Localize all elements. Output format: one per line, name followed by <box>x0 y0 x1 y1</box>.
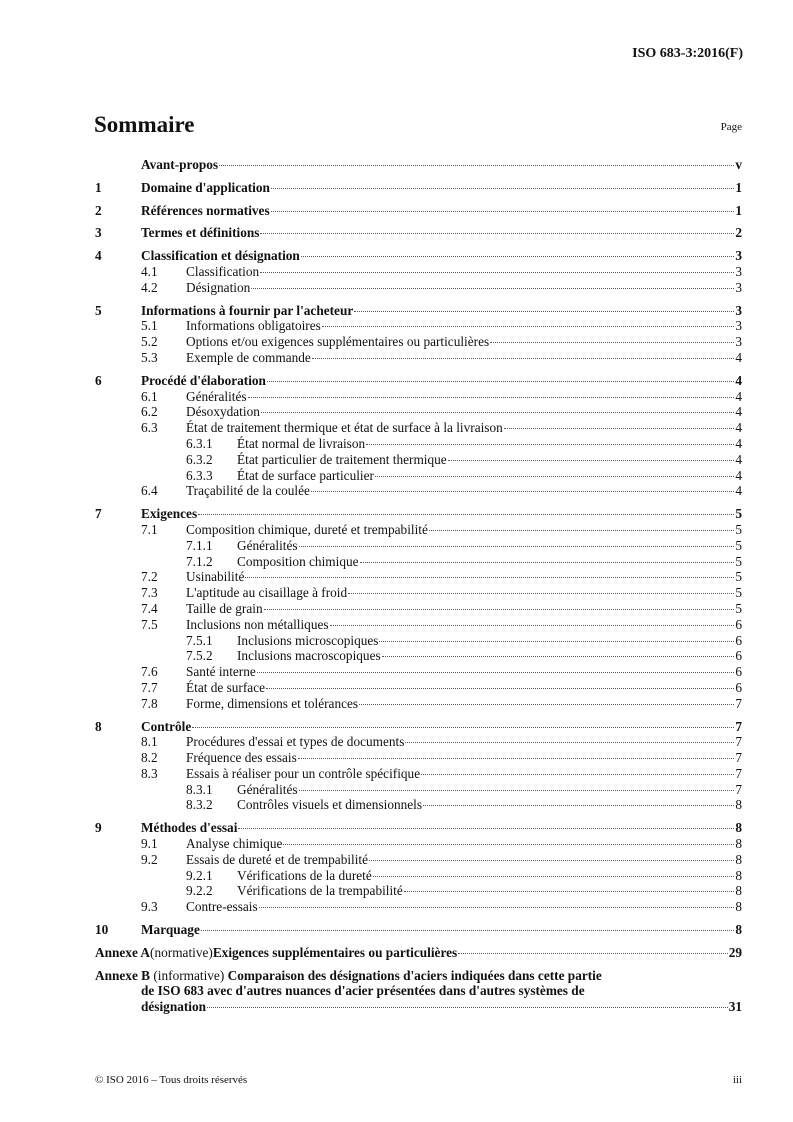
toc-entry-number: 6.2 <box>141 404 158 420</box>
toc-entry[interactable] <box>95 734 742 750</box>
toc-entry[interactable] <box>95 633 742 649</box>
annex-kind: (informative) <box>153 967 225 983</box>
toc-entry-number: 7.7 <box>141 679 158 695</box>
toc-entry-page: 5 <box>735 506 742 522</box>
dot-leader <box>375 476 734 477</box>
toc-entry-title: Essais de dureté et de trempabilité <box>186 851 369 867</box>
dot-leader <box>260 272 734 273</box>
annex-label: Annexe B <box>95 967 151 983</box>
toc-entry-title: Fréquence des essais <box>186 750 297 766</box>
dot-leader <box>504 428 735 429</box>
dot-leader <box>448 460 735 461</box>
toc-entry-page: 8 <box>735 899 742 915</box>
toc-entry-page: 1 <box>735 179 742 195</box>
dot-leader <box>271 211 735 212</box>
toc-entry-number: 9.2.1 <box>186 867 213 883</box>
dot-leader <box>312 358 735 359</box>
toc-entry[interactable] <box>95 899 742 915</box>
toc-entry-number: 9.1 <box>141 836 158 852</box>
toc-entry-number: 7 <box>95 506 102 522</box>
toc-entry-number: 8 <box>95 718 102 734</box>
toc-entry-page: 4 <box>735 404 742 420</box>
annex-line <box>95 968 742 984</box>
toc-entry-title: Vérifications de la dureté <box>237 867 372 883</box>
toc-entry-page: 4 <box>735 451 742 467</box>
toc-entry[interactable] <box>95 334 742 350</box>
toc-entry-number: 5.2 <box>141 334 158 350</box>
toc-entry-number: 8.3 <box>141 765 158 781</box>
toc-entry-number: 7.6 <box>141 664 158 680</box>
dot-leader <box>251 288 734 289</box>
toc-entry-number: 6.4 <box>141 483 158 499</box>
toc-entry-title: État de traitement thermique et état de surface à la livraison <box>186 420 503 436</box>
toc-entry-number: 6.3.3 <box>186 467 213 483</box>
toc-entry[interactable] <box>95 373 742 389</box>
toc-entry-title: Généralités <box>237 537 298 553</box>
toc-entry-number: 6.1 <box>141 388 158 404</box>
dot-leader <box>201 930 734 931</box>
dot-leader <box>192 727 734 728</box>
footer-copyright: © ISO 2016 – Tous droits réservés <box>95 1074 248 1086</box>
toc-entry-number: 9 <box>95 820 102 836</box>
dot-leader <box>348 593 734 594</box>
toc-entry-number: 7.8 <box>141 695 158 711</box>
toc-entry[interactable] <box>95 585 742 601</box>
annex-page: 29 <box>728 944 742 960</box>
dot-leader <box>299 546 735 547</box>
toc-entry-page: 7 <box>735 781 742 797</box>
toc-entry[interactable] <box>95 820 742 836</box>
dot-leader <box>330 625 735 626</box>
toc-entry-title: Usinabilité <box>186 569 245 585</box>
toc-entry-page: 8 <box>735 883 742 899</box>
toc-entry-page: 3 <box>735 302 742 318</box>
toc-entry-page: 5 <box>735 537 742 553</box>
toc-entry-page: 7 <box>735 718 742 734</box>
dot-leader <box>248 397 735 398</box>
toc-entry[interactable] <box>95 719 742 735</box>
toc-entry[interactable] <box>95 180 742 196</box>
toc-entry-number: 4.2 <box>141 279 158 295</box>
dot-leader <box>219 165 734 166</box>
dot-leader <box>423 805 734 806</box>
toc-entry-number: 5 <box>95 302 102 318</box>
toc-entry-title: Procédures d'essai et types de documents <box>186 734 405 750</box>
toc-entry-page: 5 <box>735 521 742 537</box>
toc-entry-title: Généralités <box>237 781 298 797</box>
toc-entry-page: 4 <box>735 483 742 499</box>
toc-entry[interactable] <box>95 648 742 664</box>
dot-leader <box>404 891 735 892</box>
toc-entry[interactable] <box>95 569 742 585</box>
toc-entry-number: 7.5 <box>141 616 158 632</box>
dot-leader <box>299 790 735 791</box>
toc-entry[interactable] <box>95 750 742 766</box>
toc-entry[interactable] <box>95 468 742 484</box>
toc-entry-title: Analyse chimique <box>186 836 283 852</box>
dot-leader <box>257 672 735 673</box>
toc-entry-number: 1 <box>95 179 102 195</box>
toc-entry-page: 4 <box>735 388 742 404</box>
annex-title-line: Comparaison des désignations d'aciers indiquées dans cette partie <box>227 967 602 983</box>
toc-entry-title: Traçabilité de la coulée <box>186 483 310 499</box>
toc-entry[interactable] <box>95 680 742 696</box>
toc-entry-page: 6 <box>735 648 742 664</box>
toc-entry-number: 7.2 <box>141 569 158 585</box>
toc-entry-title: Inclusions macroscopiques <box>237 648 381 664</box>
toc-entry-number: 4 <box>95 248 102 264</box>
toc-entry-page: 4 <box>735 467 742 483</box>
toc-annex-entry[interactable] <box>95 945 742 961</box>
dot-leader <box>266 688 734 689</box>
toc-entry-number: 9.3 <box>141 899 158 915</box>
toc-entry-title: Avant-propos <box>141 157 219 172</box>
dot-leader <box>360 562 735 563</box>
dot-leader <box>359 704 734 705</box>
annex-kind: (normative) <box>150 944 213 960</box>
toc-entry-page: 3 <box>735 318 742 334</box>
toc-entry[interactable] <box>95 483 742 499</box>
toc-entry-title: Termes et définitions <box>141 225 260 241</box>
dot-leader <box>369 860 734 861</box>
annex-page: 31 <box>728 999 742 1015</box>
toc-entry-number: 8.3.2 <box>186 797 213 813</box>
toc-entry-page: 6 <box>735 679 742 695</box>
toc-entry-number: 4.1 <box>141 263 158 279</box>
toc-entry-page: 6 <box>735 616 742 632</box>
dot-leader <box>238 828 734 829</box>
toc-entry-page: v <box>735 157 742 172</box>
toc-annex-entry[interactable] <box>95 968 742 1015</box>
dot-leader <box>421 774 734 775</box>
toc-entry-page: 3 <box>735 334 742 350</box>
toc-entry-page: 4 <box>735 435 742 451</box>
toc-entry[interactable] <box>95 248 742 264</box>
toc-entry-page: 8 <box>735 836 742 852</box>
toc-entry[interactable] <box>95 766 742 782</box>
dot-leader <box>283 844 734 845</box>
toc-entry-title: Exigences <box>141 506 198 522</box>
toc-entry-page: 3 <box>735 263 742 279</box>
dot-leader <box>298 758 735 759</box>
toc-entry[interactable] <box>95 797 742 813</box>
toc-entry-page: 7 <box>735 750 742 766</box>
dot-leader <box>267 381 734 382</box>
dot-leader <box>490 342 734 343</box>
toc-entry-number: 7.1.2 <box>186 553 213 569</box>
toc-entry[interactable] <box>95 203 742 219</box>
toc-entry-page: 5 <box>735 569 742 585</box>
dot-leader <box>379 641 734 642</box>
toc-entry-title: Désoxydation <box>186 404 260 420</box>
toc-entry-number: 8.1 <box>141 734 158 750</box>
toc-entry-number: 8.3.1 <box>186 781 213 797</box>
toc-entry-title: Inclusions non métalliques <box>186 616 329 632</box>
toc-entry-page: 3 <box>735 279 742 295</box>
toc-entry[interactable] <box>95 452 742 468</box>
toc-entry-title: Informations à fournir par l'acheteur <box>141 302 354 318</box>
toc-entry-title: Composition chimique <box>237 553 359 569</box>
toc-entry-number: 7.1 <box>141 521 158 537</box>
toc-entry-number: 6.3.1 <box>186 435 213 451</box>
toc-entry[interactable] <box>95 836 742 852</box>
toc-entry[interactable] <box>95 883 742 899</box>
toc-entry[interactable] <box>95 664 742 680</box>
toc-entry-page: 4 <box>735 349 742 365</box>
dot-leader <box>373 876 735 877</box>
toc-entry[interactable] <box>95 522 742 538</box>
toc-entry-title: Contre-essais <box>186 899 258 915</box>
dot-leader <box>207 1007 728 1008</box>
toc-entry[interactable] <box>95 506 742 522</box>
toc-entry-title: Domaine d'application <box>141 179 270 195</box>
dot-leader <box>260 233 734 234</box>
toc-entry[interactable] <box>95 852 742 868</box>
toc-entry-title: Santé interne <box>186 664 256 680</box>
toc-entry-title: Méthodes d'essai <box>141 820 238 836</box>
dot-leader <box>311 491 734 492</box>
toc-entry-title: Procédé d'élaboration <box>141 372 266 388</box>
toc-entry[interactable] <box>95 280 742 296</box>
toc-entry-title: État normal de livraison <box>237 435 366 451</box>
toc-entry-page: 5 <box>735 553 742 569</box>
toc-entry-number: 7.3 <box>141 585 158 601</box>
toc-entry[interactable] <box>95 538 742 554</box>
toc-entry-title: Forme, dimensions et tolérances <box>186 695 359 711</box>
toc-entry[interactable] <box>95 922 742 938</box>
toc-entry-page: 8 <box>735 820 742 836</box>
toc-entry[interactable] <box>95 420 742 436</box>
toc-entry-number: 3 <box>95 225 102 241</box>
toc-entry[interactable] <box>95 225 742 241</box>
toc-entry-title: Options et/ou exigences supplémentaires ou particulières <box>186 334 490 350</box>
dot-leader <box>261 412 734 413</box>
toc-entry[interactable] <box>95 157 742 173</box>
dot-leader <box>198 514 734 515</box>
dot-leader <box>429 530 734 531</box>
dot-leader <box>264 609 735 610</box>
annex-title-line: de ISO 683 avec d'autres nuances d'acier présentées dans d'autres systèmes de <box>141 983 585 999</box>
dot-leader <box>366 444 734 445</box>
toc-entry-title: Généralités <box>186 388 247 404</box>
toc-entry[interactable] <box>95 617 742 633</box>
toc-entry-title: Exemple de commande <box>186 349 311 365</box>
annex-line <box>95 983 742 999</box>
toc-entry-page: 4 <box>735 372 742 388</box>
annex-title-line: Exigences supplémentaires ou particulières <box>212 944 458 960</box>
toc-entry-page: 7 <box>735 695 742 711</box>
footer-page-number: iii <box>732 1074 742 1086</box>
dot-leader <box>405 742 734 743</box>
toc-entry-title: Contrôles visuels et dimensionnels <box>237 797 423 813</box>
toc-entry-page: 8 <box>735 797 742 813</box>
toc-entry-page: 1 <box>735 202 742 218</box>
toc-entry[interactable] <box>95 264 742 280</box>
annex-label: Annexe A <box>95 944 151 960</box>
toc-entry-number: 7.5.2 <box>186 648 213 664</box>
dot-leader <box>322 326 735 327</box>
toc-entry-page: 4 <box>735 420 742 436</box>
toc-entry-title: État particulier de traitement thermique <box>237 451 447 467</box>
toc-entry-page: 8 <box>735 851 742 867</box>
toc-entry-number: 6 <box>95 372 102 388</box>
toc-entry-page: 6 <box>735 632 742 648</box>
toc-entry-page: 8 <box>735 922 742 938</box>
page-title: Sommaire <box>94 112 195 137</box>
toc-entry-title: Références normatives <box>141 202 270 218</box>
toc-entry-title: Essais à réaliser pour un contrôle spécifique <box>186 765 421 781</box>
toc-entry-page: 2 <box>735 225 742 241</box>
toc-entry[interactable] <box>95 782 742 798</box>
toc-entry-title: Composition chimique, dureté et trempabilité <box>186 521 428 537</box>
toc-entry-title: Inclusions microscopiques <box>237 632 379 648</box>
toc-entry-number: 2 <box>95 202 102 218</box>
toc-entry-number: 9.2 <box>141 851 158 867</box>
toc-entry-number: 6.3 <box>141 420 158 436</box>
document-id: ISO 683-3:2016(F) <box>632 46 743 61</box>
toc-entry-title: Contrôle <box>141 718 192 734</box>
toc-entry-title: Classification <box>186 263 260 279</box>
toc-entry[interactable] <box>95 554 742 570</box>
toc-entry-number: 5.1 <box>141 318 158 334</box>
dot-leader <box>382 656 735 657</box>
toc-entry-title: État de surface particulier <box>237 467 374 483</box>
toc-entry-page: 6 <box>735 664 742 680</box>
toc-entry-title: Marquage <box>141 922 200 938</box>
toc-entry-number: 10 <box>95 922 109 938</box>
toc-entry[interactable] <box>95 868 742 884</box>
toc-entry[interactable] <box>95 404 742 420</box>
toc-entry-page: 7 <box>735 765 742 781</box>
toc-entry-page: 7 <box>735 734 742 750</box>
annex-line <box>95 945 742 961</box>
toc-entry-title: L'aptitude au cisaillage à froid <box>186 585 348 601</box>
table-of-contents <box>95 157 742 1015</box>
toc-entry-page: 8 <box>735 867 742 883</box>
toc-entry-title: Classification et désignation <box>141 248 300 264</box>
dot-leader <box>354 311 734 312</box>
toc-entry-title: Taille de grain <box>186 600 263 616</box>
toc-entry-number: 7.5.1 <box>186 632 213 648</box>
toc-entry-number: 5.3 <box>141 349 158 365</box>
page-column-label: Page <box>720 121 742 133</box>
toc-entry-page: 3 <box>735 248 742 264</box>
toc-entry-title: Informations obligatoires <box>186 318 321 334</box>
dot-leader <box>259 907 735 908</box>
dot-leader <box>301 256 735 257</box>
toc-entry-number: 9.2.2 <box>186 883 213 899</box>
annex-line <box>95 999 742 1015</box>
dot-leader <box>458 953 728 954</box>
toc-entry-title: Désignation <box>186 279 251 295</box>
toc-entry-title: Vérifications de la trempabilité <box>237 883 403 899</box>
dot-leader <box>271 188 734 189</box>
toc-entry-page: 5 <box>735 585 742 601</box>
toc-entry[interactable] <box>95 318 742 334</box>
toc-entry-number: 7.1.1 <box>186 537 213 553</box>
toc-entry-number: 8.2 <box>141 750 158 766</box>
toc-entry-number: 7.4 <box>141 600 158 616</box>
toc-entry[interactable] <box>95 696 742 712</box>
annex-title-line: désignation <box>141 999 207 1015</box>
toc-entry-number: 6.3.2 <box>186 451 213 467</box>
dot-leader <box>245 577 734 578</box>
toc-entry[interactable] <box>95 350 742 366</box>
toc-entry[interactable] <box>95 601 742 617</box>
toc-entry[interactable] <box>95 436 742 452</box>
toc-entry[interactable] <box>95 389 742 405</box>
toc-entry-title: État de surface <box>186 679 265 695</box>
toc-entry-page: 5 <box>735 600 742 616</box>
toc-entry[interactable] <box>95 303 742 319</box>
